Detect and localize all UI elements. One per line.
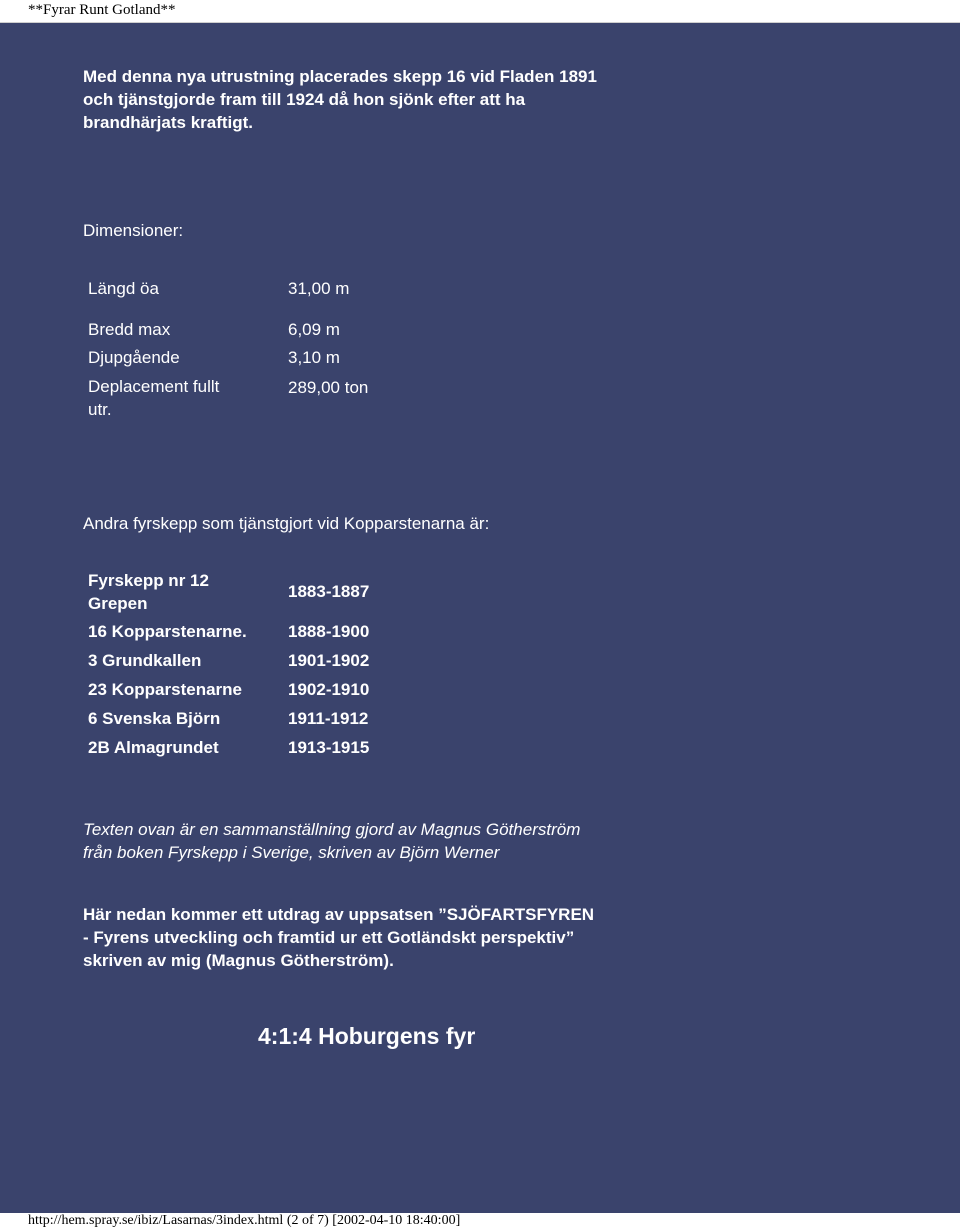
- browser-print-footer: [0, 1213, 960, 1229]
- dimension-label: Bredd max: [88, 320, 171, 339]
- dimension-value: 31,00 m: [288, 279, 350, 298]
- dimension-label: Längd öa: [88, 279, 159, 298]
- lightship-years: 1883-1887: [288, 582, 370, 601]
- page-content: [0, 23, 960, 1213]
- section-title: 4:1:4 Hoburgens fyr: [258, 1023, 476, 1049]
- lightship-name: 6 Svenska Björn: [88, 709, 221, 728]
- intro-line: brandhärjats kraftigt.: [83, 113, 254, 132]
- intro-paragraph: [83, 65, 703, 134]
- lightship-name: 3 Grundkallen: [88, 651, 202, 670]
- source-line: från boken Fyrskepp i Sverige, skriven av Björn Werner: [83, 843, 500, 862]
- dimension-label: Djupgående: [88, 348, 180, 367]
- source-note: [83, 818, 580, 864]
- lightship-name: 16 Kopparstenarne.: [88, 622, 247, 641]
- intro-line: och tjänstgjorde fram till 1924 då hon sjönk efter att ha: [83, 90, 526, 109]
- dimension-label-continued: utr.: [88, 400, 112, 419]
- excerpt-line: Här nedan kommer ett utdrag av uppsatsen ”SJÖFARTSFYREN: [83, 905, 595, 924]
- browser-print-header: [0, 0, 960, 23]
- dimension-value: 3,10 m: [288, 348, 340, 367]
- lightship-years: 1901-1902: [288, 651, 370, 670]
- lightship-name-continued: Grepen: [88, 594, 148, 613]
- excerpt-intro: [83, 903, 594, 972]
- source-line: Texten ovan är en sammanställning gjord av Magnus Götherström: [83, 820, 581, 839]
- excerpt-line: skriven av mig (Magnus Götherström).: [83, 951, 394, 970]
- lightship-years: 1888-1900: [288, 622, 370, 641]
- page-url-footer: http://hem.spray.se/ibiz/Lasarnas/3index.html (2 of 7) [2002-04-10 18:40:00]: [28, 1213, 461, 1228]
- lightship-name: Fyrskepp nr 12: [88, 571, 209, 590]
- lightship-name: 23 Kopparstenarne: [88, 680, 242, 699]
- dimension-value: 289,00 ton: [288, 378, 369, 397]
- dimension-value: 6,09 m: [288, 320, 340, 339]
- lightship-years: 1911-1912: [288, 709, 369, 728]
- intro-line: Med denna nya utrustning placerades skepp 16 vid Fladen 1891: [83, 67, 597, 86]
- dimensions-heading: Dimensioner:: [83, 221, 184, 240]
- excerpt-line: - Fyrens utveckling och framtid ur ett Gotländskt perspektiv”: [83, 928, 575, 947]
- lightship-years: 1913-1915: [288, 738, 370, 757]
- document-title: **Fyrar Runt Gotland**: [28, 2, 176, 18]
- other-lightships-heading: Andra fyrskepp som tjänstgjort vid Kopparstenarna är:: [83, 514, 490, 533]
- dimension-label: Deplacement fullt: [88, 377, 220, 396]
- lightship-name: 2B Almagrundet: [88, 738, 219, 757]
- lightship-years: 1902-1910: [288, 680, 370, 699]
